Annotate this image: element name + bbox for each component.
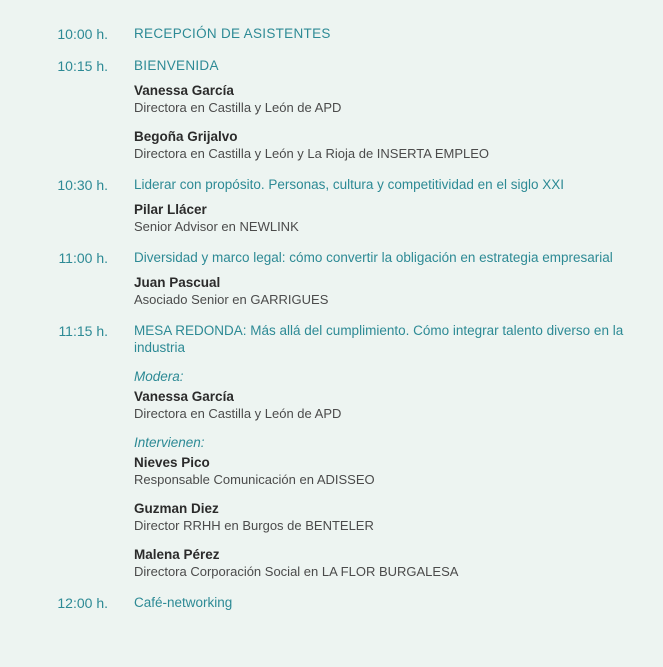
speaker-name: Juan Pascual — [134, 275, 221, 290]
speaker-role: Senior Advisor en NEWLINK — [134, 219, 299, 234]
session-content — [134, 249, 613, 308]
session-content — [134, 57, 489, 162]
speaker-role: Responsable Comunicación en ADISSEO — [134, 472, 375, 487]
speaker-role: Directora en Castilla y León de APD — [134, 406, 342, 421]
group-label: Intervienen: — [134, 435, 205, 450]
speaker-name: Pilar Llácer — [134, 202, 207, 217]
session-content — [134, 594, 232, 611]
speaker — [134, 201, 564, 235]
session-row-cafe — [0, 594, 663, 612]
speaker-name: Begoña Grijalvo — [134, 129, 238, 144]
session-row-liderar — [0, 176, 663, 235]
speaker — [134, 388, 624, 422]
session-content — [134, 322, 624, 580]
speaker — [134, 500, 624, 534]
speaker — [134, 454, 624, 488]
speaker — [134, 546, 624, 580]
speaker — [134, 128, 489, 162]
session-title: Liderar con propósito. Personas, cultura y competitividad en el siglo XXI — [134, 177, 564, 192]
speaker-role: Directora en Castilla y León de APD — [134, 100, 342, 115]
speaker-role: Directora Corporación Social en LA FLOR BURGALESA — [134, 564, 459, 579]
group-label: Modera: — [134, 369, 184, 384]
session-row-diversidad — [0, 249, 663, 308]
session-row-reception — [0, 25, 663, 43]
speaker-name: Vanessa García — [134, 83, 234, 98]
speaker — [134, 274, 613, 308]
speaker-name: Nieves Pico — [134, 455, 210, 470]
session-time: 10:30 h. — [57, 177, 108, 193]
speaker-name: Vanessa García — [134, 389, 234, 404]
session-time: 11:15 h. — [58, 323, 108, 339]
session-title: Diversidad y marco legal: cómo convertir la obligación en estrategia empresarial — [134, 250, 613, 265]
speaker-role: Asociado Senior en GARRIGUES — [134, 292, 329, 307]
session-time: 11:00 h. — [58, 250, 108, 266]
speaker-name: Malena Pérez — [134, 547, 220, 562]
speaker — [134, 82, 489, 116]
session-time: 10:15 h. — [57, 58, 108, 74]
session-content — [134, 25, 331, 42]
speaker-role: Director RRHH en Burgos de BENTELER — [134, 518, 374, 533]
session-content — [134, 176, 564, 235]
speaker-group-modera — [134, 368, 624, 422]
session-time: 12:00 h. — [57, 595, 108, 611]
session-row-mesa-redonda — [0, 322, 663, 580]
session-time: 10:00 h. — [57, 26, 108, 42]
session-title: Café-networking — [134, 595, 233, 610]
session-title: RECEPCIÓN DE ASISTENTES — [134, 26, 331, 41]
speaker-name: Guzman Diez — [134, 501, 219, 516]
session-title: MESA REDONDA: Más allá del cumplimiento. Cómo integrar talento diverso en la industria — [134, 323, 624, 355]
speaker-role: Directora en Castilla y León y La Rioja de INSERTA EMPLEO — [134, 146, 490, 161]
session-row-bienvenida — [0, 57, 663, 162]
session-title: BIENVENIDA — [134, 58, 219, 73]
speaker-group-intervienen — [134, 434, 624, 580]
